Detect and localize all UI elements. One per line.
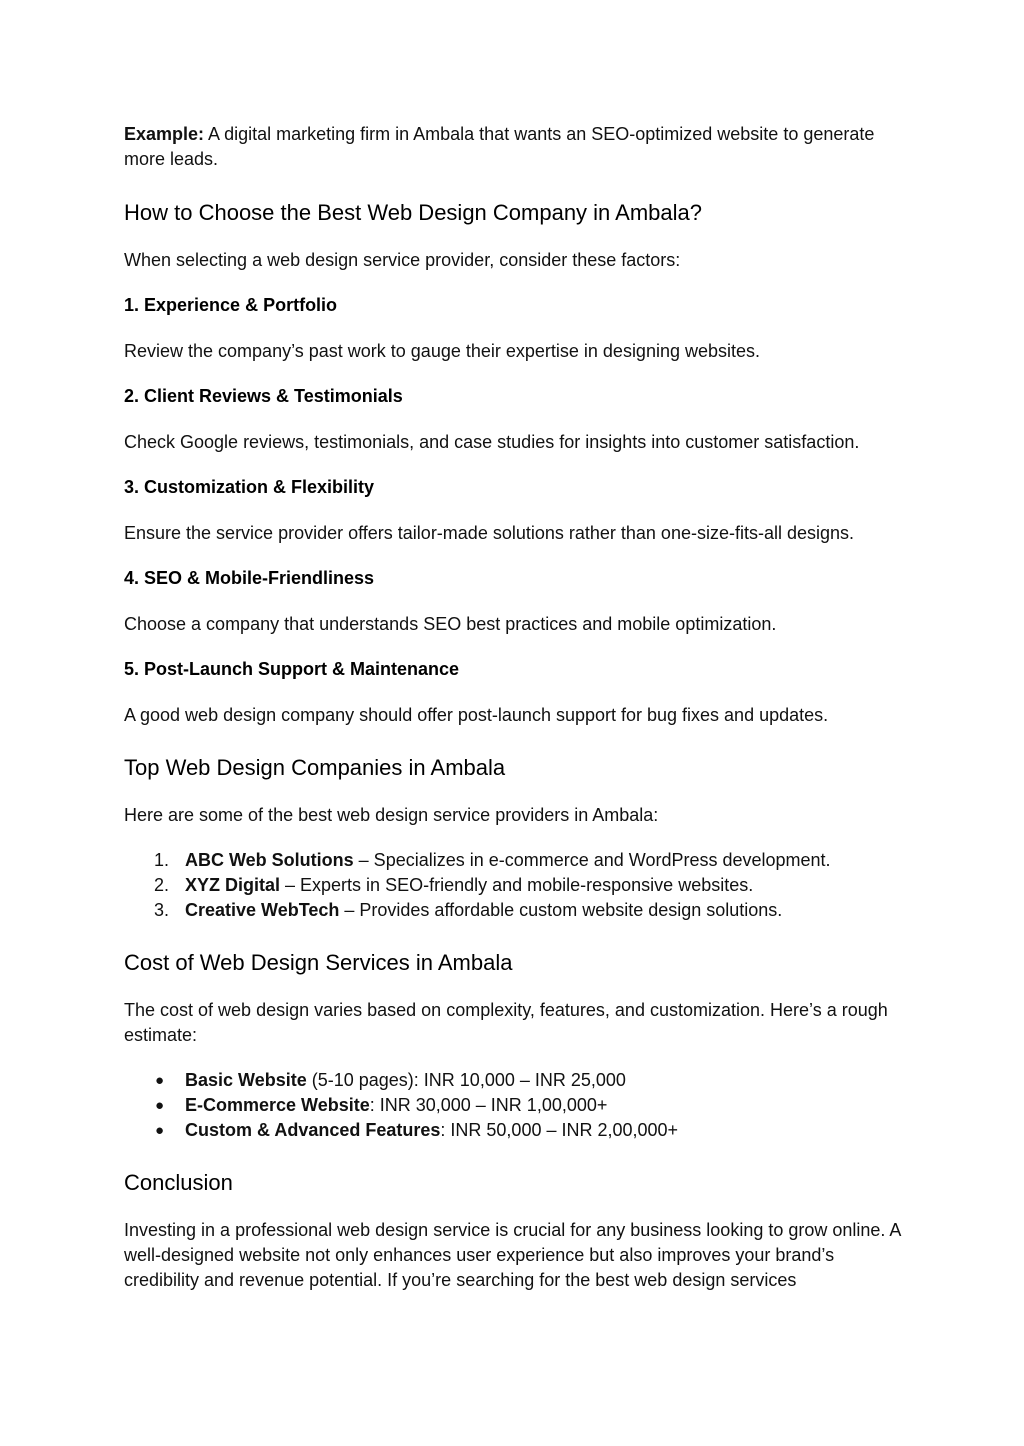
factor-text: A good web design company should offer post-launch support for bug fixes and updates. [124,705,829,725]
factor-title: 5. Post-Launch Support & Maintenance [124,659,460,679]
cost-intro: The cost of web design varies based on complexity, features, and customization. Here’s a rough estimate: [124,1000,888,1045]
cost-item-desc: : INR 50,000 – INR 2,00,000+ [440,1120,679,1140]
conclusion-heading: Conclusion [124,1170,233,1195]
example-paragraph [124,122,914,172]
bullet-icon: ● [155,1097,165,1114]
list-number: 1. [154,850,170,870]
factor-text: Ensure the service provider offers tailor-made solutions rather than one-size-fits-all designs. [124,523,855,543]
top-companies-intro: Here are some of the best web design service providers in Ambala: [124,805,659,825]
list-item [124,1068,914,1093]
list-item [124,848,914,873]
factor-text: Check Google reviews, testimonials, and case studies for insights into customer satisfaction. [124,432,860,452]
cost-item-desc: (5-10 pages): INR 10,000 – INR 25,000 [306,1070,626,1090]
company-name: ABC Web Solutions [185,850,354,870]
cost-item-name: E-Commerce Website [185,1095,370,1115]
list-item [124,1118,914,1143]
cost-item-name: Custom & Advanced Features [185,1120,441,1140]
factor-title: 1. Experience & Portfolio [124,295,338,315]
bullet-icon: ● [155,1072,165,1089]
document-page [124,122,914,1293]
bullet-icon: ● [155,1122,165,1139]
cost-item-name: Basic Website [185,1070,307,1090]
choose-heading: How to Choose the Best Web Design Company in Ambala? [124,200,703,225]
factor-text: Choose a company that understands SEO best practices and mobile optimization. [124,614,777,634]
conclusion-text: Investing in a professional web design service is crucial for any business looking to grow online. A well-designed website not only enhances user experience but also improves your brand’s credibility and revenue potential. If you’re searching for the best web design services [124,1220,901,1290]
factor-text: Review the company’s past work to gauge their expertise in designing websites. [124,341,761,361]
top-companies-heading: Top Web Design Companies in Ambala [124,755,506,780]
list-number: 2. [154,875,170,895]
factor-title: 4. SEO & Mobile-Friendliness [124,568,375,588]
list-item [124,873,914,898]
list-number: 3. [154,900,170,920]
factor-title: 3. Customization & Flexibility [124,477,375,497]
list-item [124,898,914,923]
company-desc: – Specializes in e-commerce and WordPress development. [353,850,831,870]
company-desc: – Experts in SEO-friendly and mobile-responsive websites. [280,875,754,895]
company-desc: – Provides affordable custom website design solutions. [339,900,783,920]
choose-intro: When selecting a web design service provider, consider these factors: [124,250,681,270]
factor-title: 2. Client Reviews & Testimonials [124,386,403,406]
cost-item-desc: : INR 30,000 – INR 1,00,000+ [369,1095,608,1115]
company-name: XYZ Digital [185,875,281,895]
company-name: Creative WebTech [185,900,340,920]
cost-heading: Cost of Web Design Services in Ambala [124,950,513,975]
list-item [124,1093,914,1118]
example-label: Example: [124,124,205,144]
example-text: A digital marketing firm in Ambala that wants an SEO-optimized website to generate more leads. [124,124,875,169]
cost-list [124,1068,914,1143]
companies-list [124,848,914,923]
